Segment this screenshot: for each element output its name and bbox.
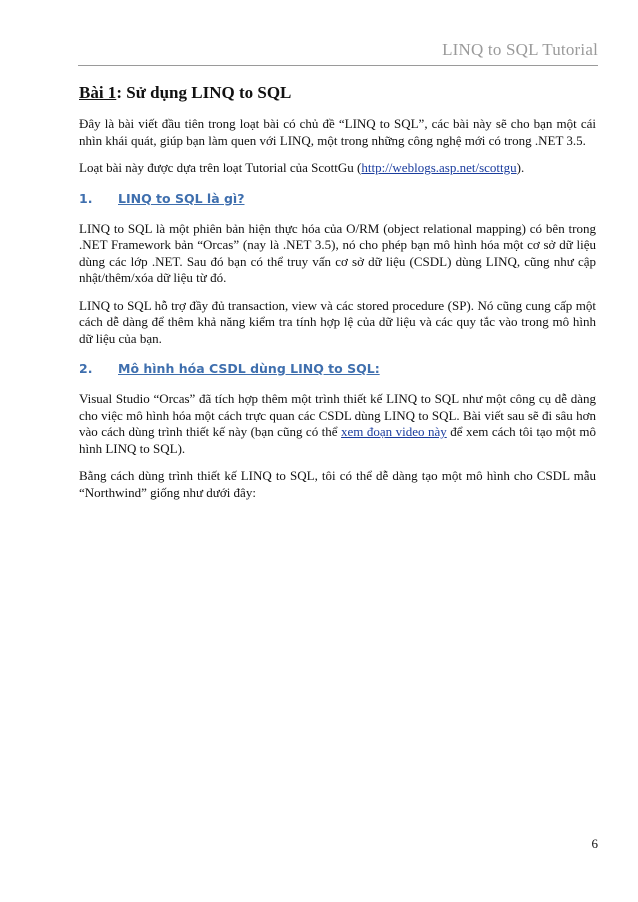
intro-paragraph-2 [79, 160, 596, 177]
intro-p2-text-before: Loạt bài này được dựa trên loạt Tutorial của ScottGu ( [79, 160, 362, 175]
section-1-paragraph-2: LINQ to SQL hỗ trợ đầy đủ transaction, view và các stored procedure (SP). Nó cũng cung cấp một cách dễ dàng để thêm khả năng kiểm tra tính hợp lệ của dữ liệu và các quy tắc vào trong mô hình dữ liệu của bạn. [79, 297, 596, 346]
section-2-number: 2. [79, 361, 93, 376]
lesson-separator: : [116, 83, 127, 102]
lesson-title-text: Sử dụng LINQ to SQL [126, 83, 292, 102]
intro-p2-text-after: ). [516, 160, 525, 175]
section-2-heading [79, 361, 596, 376]
scottgu-link[interactable]: http://weblogs.asp.net/scottgu [361, 160, 517, 175]
section-1-heading [79, 191, 596, 206]
section-2-paragraph-2: Bằng cách dùng trình thiết kế LINQ to SQL, tôi có thể dễ dàng tạo một mô hình cho CSDL mẫu “Northwind” giống như dưới đây: [79, 468, 596, 500]
section-1-number: 1. [79, 190, 93, 206]
video-link[interactable]: xem đoạn video này [341, 424, 447, 439]
running-header: LINQ to SQL Tutorial [442, 40, 598, 59]
section-2-paragraph-1 [79, 391, 596, 457]
intro-paragraph-1: Đây là bài viết đầu tiên trong loạt bài có chủ đề “LINQ to SQL”, các bài này sẽ cho bạn một cái nhìn khái quát, giúp bạn làm quen với LINQ, một trong những công nghệ mới có trong .NET 3.5. [79, 116, 596, 148]
section-2-p1-text-before: Visual Studio “Orcas” đã tích hợp thêm một trình thiết kế LINQ to SQL như một công cụ dễ dàng cho việc mô hình hóa một cách trực quan các CSDL dùng LINQ to SQL. Bài viết sau sẽ đi sâu hơn vào cách dùng trình thiết kế này (bạn cũng có thể [79, 391, 596, 439]
page-content [79, 83, 596, 512]
section-1-paragraph-1: LINQ to SQL là một phiên bản hiện thực hóa của O/RM (object relational mapping) có bên trong .NET Framework bản “Orcas” (nay là .NET 3.5), nó cho phép bạn mô hình hóa một cơ sở dữ liệu dùng các lớp .NET. Sau đó bạn có thể truy vấn cơ sở dữ liệu (CSDL) dùng LINQ, cũng như cập nhật/thêm/xóa dữ liệu từ đó. [79, 220, 596, 285]
lesson-number: Bài 1 [79, 83, 117, 102]
header-rule [78, 65, 598, 66]
lesson-title [79, 83, 596, 103]
section-1-title: LINQ to SQL là gì? [118, 190, 245, 206]
section-2-title: Mô hình hóa CSDL dùng LINQ to SQL: [118, 361, 380, 376]
page-number: 6 [591, 836, 598, 851]
section-2-p1-text-after: để xem cách tôi tạo một mô hình LINQ to SQL). [79, 424, 596, 456]
